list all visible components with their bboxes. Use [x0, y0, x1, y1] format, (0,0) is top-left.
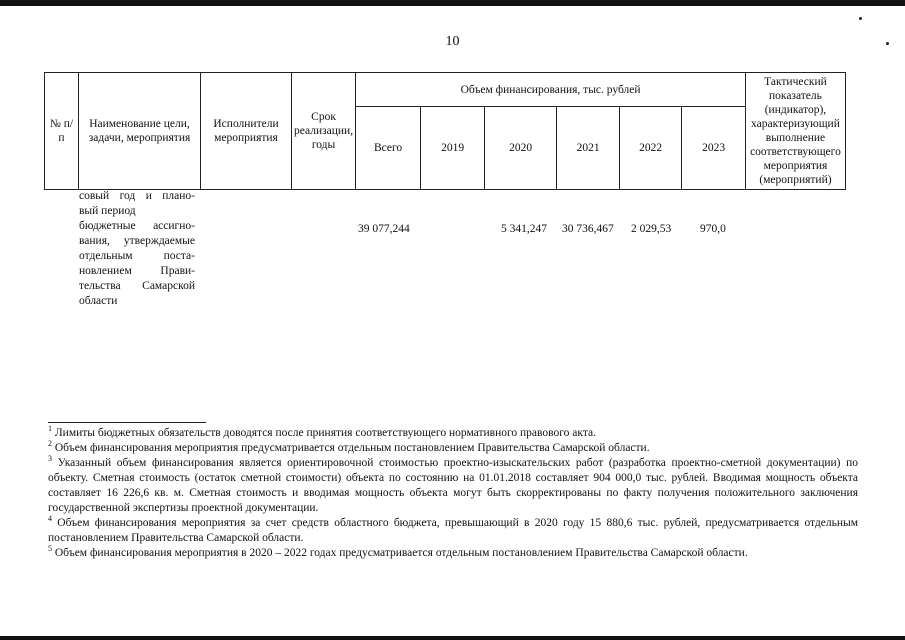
col-header-total: Всего	[356, 107, 421, 190]
row-name-line: области	[79, 295, 118, 307]
row-2022-value: 2 029,53	[631, 223, 672, 235]
row-name-line: тельства Самарской	[79, 280, 195, 292]
col-header-year: 2019	[421, 107, 485, 190]
footnote	[48, 441, 858, 456]
col-header-year: 2022	[620, 107, 682, 190]
footnote-separator	[48, 422, 206, 423]
footnotes	[48, 426, 858, 561]
row-name-line: вый период	[79, 205, 136, 217]
row-2023-value: 970,0	[700, 223, 726, 235]
footnote-number: 5	[48, 544, 52, 554]
footnote-number: 3	[48, 454, 52, 464]
col-header-executors: Исполнители мероприятия	[201, 73, 292, 190]
scan-bottom-border	[0, 636, 905, 640]
row-name-line: отдельным поста-	[79, 250, 195, 262]
footnote	[48, 456, 858, 516]
row-name-line: совый год и плано-	[79, 190, 195, 202]
col-header-name: Наименование цели, задачи, мероприятия	[79, 73, 201, 190]
row-name-line: бюджетные ассигно-	[79, 220, 195, 232]
scan-top-border	[0, 0, 905, 6]
col-header-indicator: Тактический показатель (индикатор), характеризующий выполнение соответствующего мероприятия (мероприятий)	[746, 73, 846, 190]
footnote	[48, 426, 858, 441]
col-header-number: № п/п	[45, 73, 79, 190]
footnote	[48, 546, 858, 561]
footnote-text: Объем финансирования мероприятия за счет средств областного бюджета, превышающий в 2020 году 15 880,6 тыс. рублей, предусматривается отдельным постановлением Правительства Самарской области.	[48, 517, 859, 544]
page-number: 10	[445, 34, 460, 49]
row-name-line: вания, утверждаемые	[79, 235, 195, 247]
footnote-number: 1	[48, 424, 52, 434]
footnote-text: Объем финансирования мероприятия предусматривается отдельным постановлением Правительства Самарской области.	[54, 442, 650, 454]
col-header-year: 2021	[557, 107, 620, 190]
col-header-term: Срок реализации, годы	[292, 73, 356, 190]
row-name-line: новлением Прави-	[79, 265, 195, 277]
footnote-text: Лимиты бюджетных обязательств доводятся после принятия соответствующего нормативного правового акта.	[54, 427, 596, 439]
footnote-text: Объем финансирования мероприятия в 2020 – 2022 годах предусматривается отдельным постановлением Правительства Самарской области.	[54, 547, 748, 559]
row-2020-value: 5 341,247	[501, 223, 547, 235]
col-header-funding: Объем финансирования, тыс. рублей	[356, 73, 746, 107]
row-total-value: 39 077,244	[358, 223, 410, 235]
col-header-year: 2020	[485, 107, 557, 190]
footnote	[48, 516, 858, 546]
footnote-text: Указанный объем финансирования является ориентировочной стоимостью проектно-изыскательских работ (разработка проектно-сметной документации) по объекту. Сметная стоимость (остаток сметной стоимости) объекта по состоянию на 01.01.2018 составляет 904 000,0 тыс. рублей. Вводимая мощность объекта составляет 16 226,6 кв. м. Сметная стоимость и вводимая мощность объекта могут быть скорректированы по факту получения положительного заключения государственной экспертизы проектной документации.	[48, 457, 859, 514]
table-header	[44, 72, 846, 190]
row-2021-value: 30 736,467	[562, 223, 614, 235]
row-name-cell	[79, 189, 195, 309]
footnote-number: 4	[48, 514, 52, 524]
col-header-year: 2023	[682, 107, 746, 190]
scan-speck	[859, 17, 862, 20]
footnote-number: 2	[48, 439, 52, 449]
